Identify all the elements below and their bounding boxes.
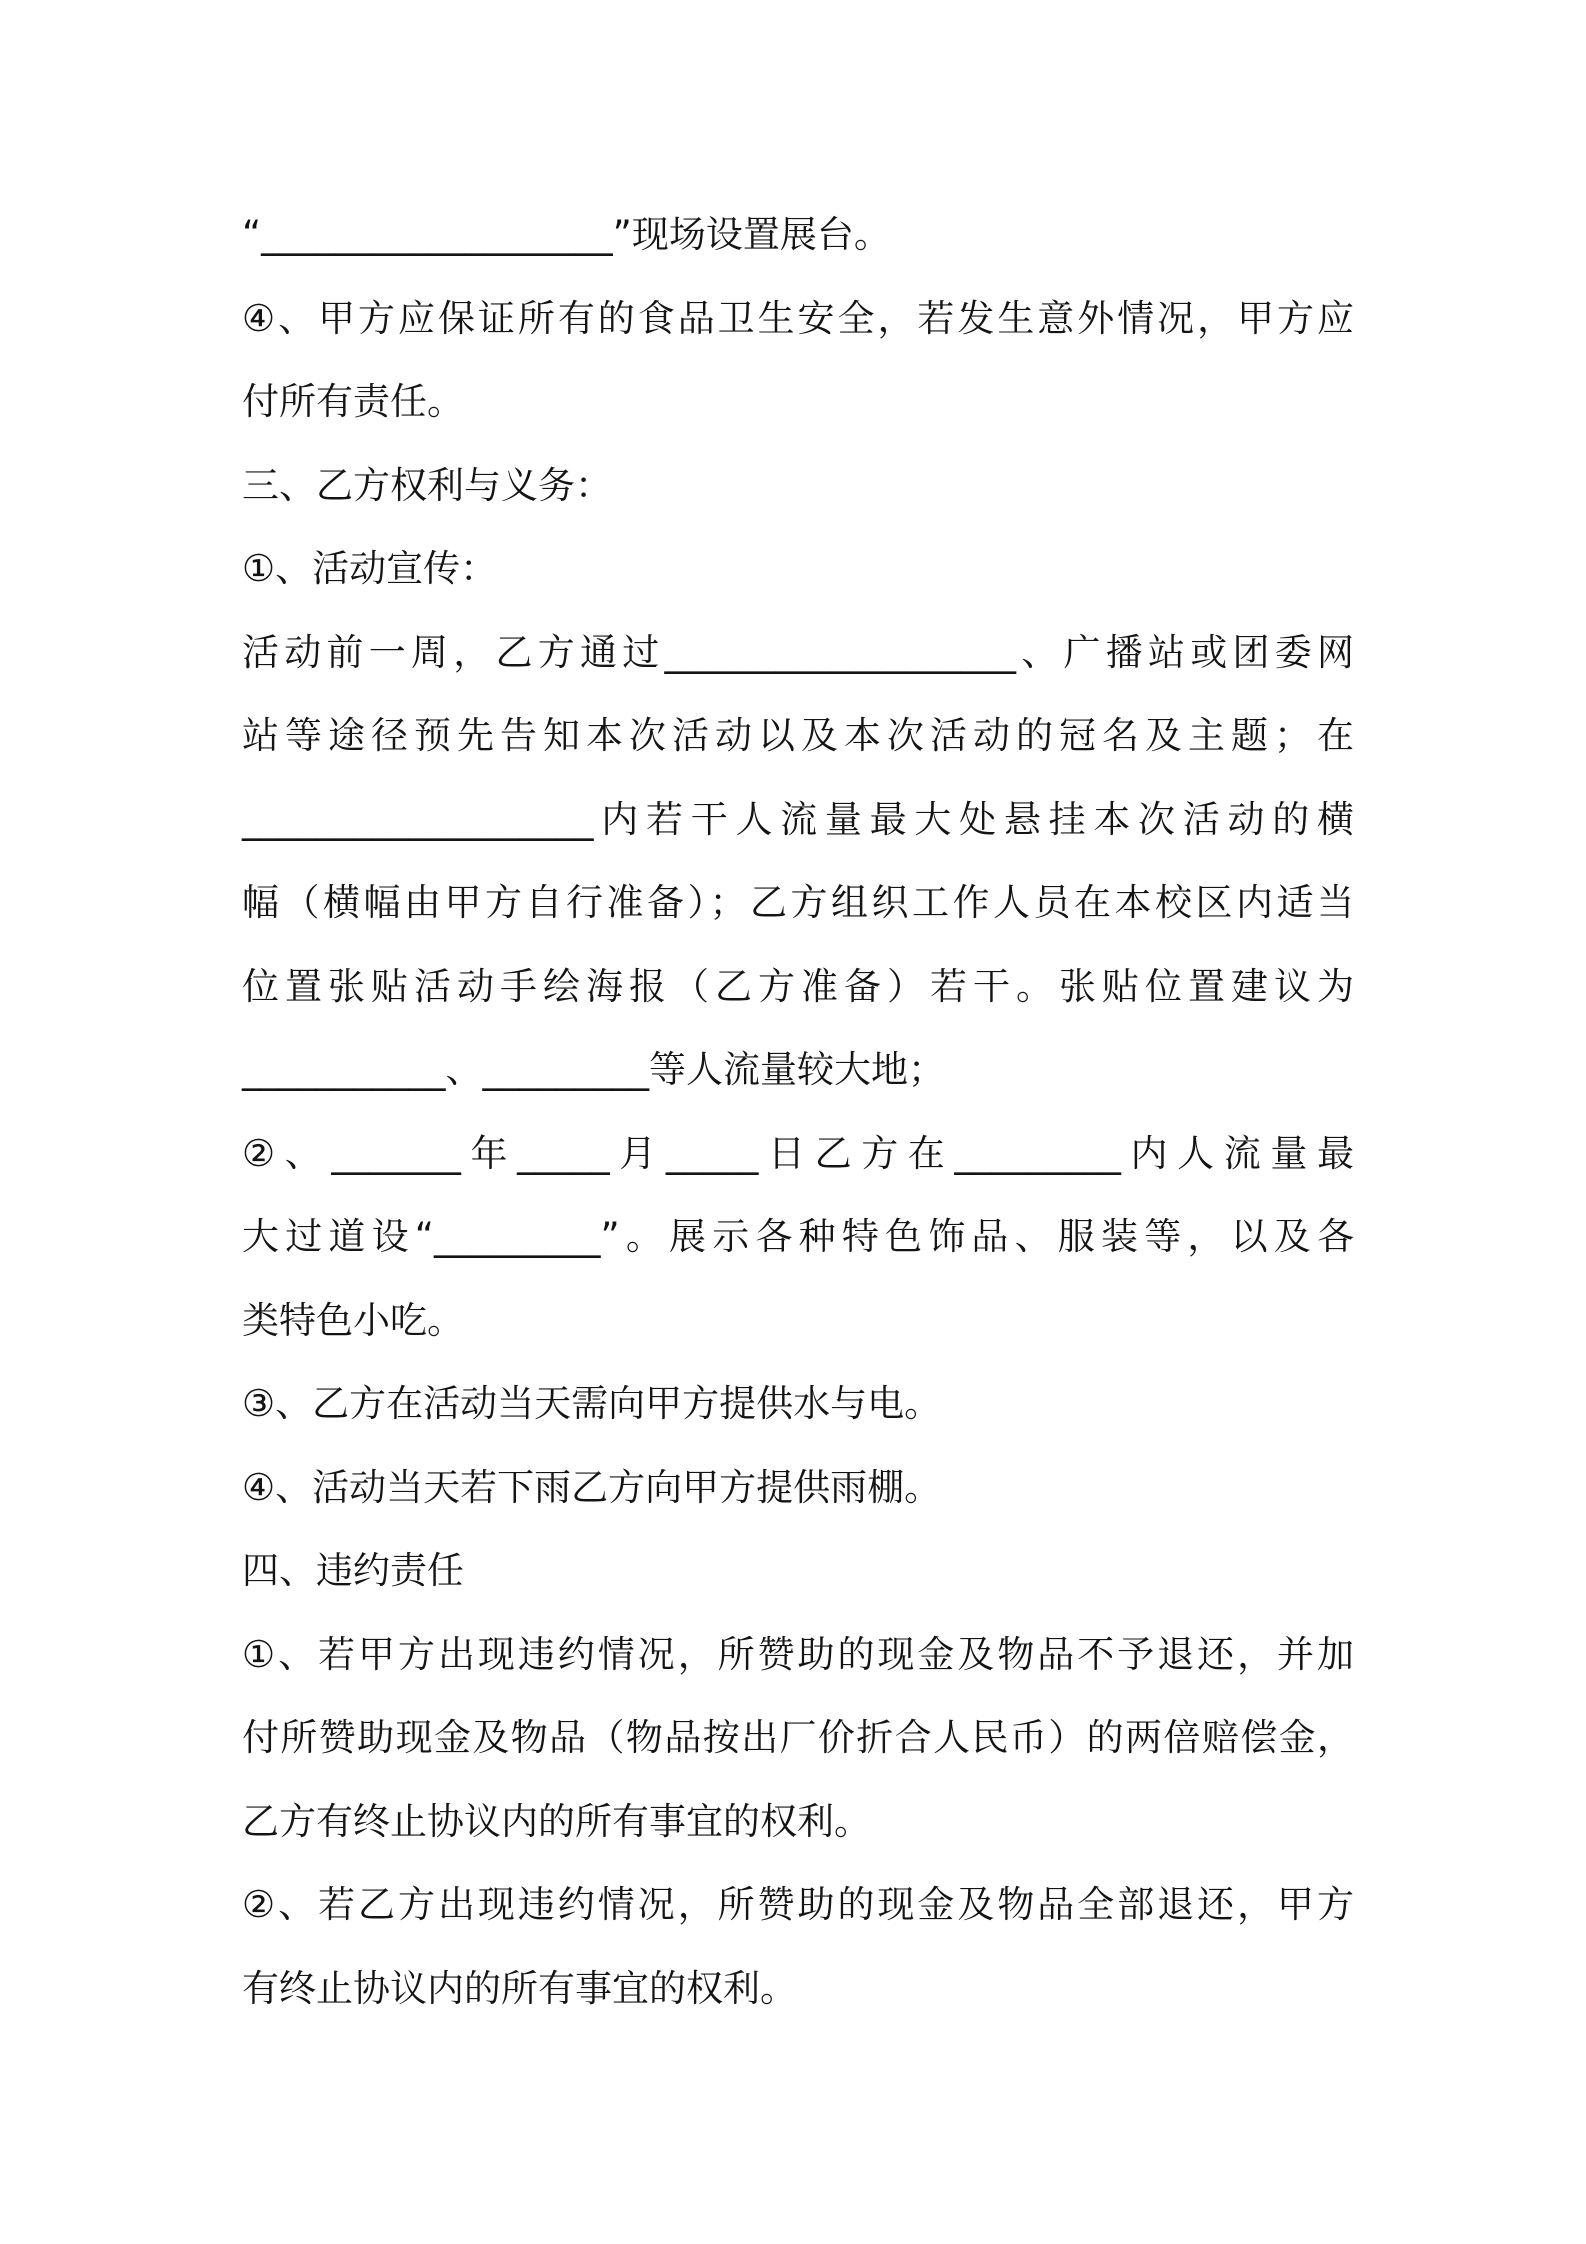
text-line-20: 乙方有终止协议内的所有事宜的权利。 (242, 1799, 871, 1843)
text-line-19: 付所赞助现金及物品（物品按出厂价折合人民币）的两倍赔偿金， (242, 1716, 1354, 1759)
text-line-14: 类特色小吃。 (242, 1298, 464, 1342)
text-line-21: ②、若乙方出现违约情况，所赞助的现金及物品全部退还，甲方 (242, 1883, 1354, 1926)
text-line-10: 位置张贴活动手绘海报（乙方准备）若干。张贴位置建议为 (242, 964, 1354, 1008)
text-line-18: ①、若甲方出现违约情况，所赞助的现金及物品不予退还，并加 (242, 1632, 1354, 1676)
text-line-1: “___________________”现场设置展台。 (242, 213, 891, 256)
text-line-8: ___________________内若干人流量最大处悬挂本次活动的横 (242, 797, 1354, 841)
section-heading-party-b-rights: 三、乙方权利与义务： (242, 463, 612, 507)
text-line-9: 幅（横幅由甲方自行准备）；乙方组织工作人员在本校区内适当 (242, 881, 1354, 924)
text-line-11: ___________、_________等人流量较大地； (242, 1048, 945, 1091)
text-line-15: ③、乙方在活动当天需向甲方提供水与电。 (242, 1382, 942, 1425)
text-line-22: 有终止协议内的所有事宜的权利。 (242, 1966, 797, 2010)
text-line-3: 付所有责任。 (242, 380, 464, 423)
text-line-2: ④、甲方应保证所有的食品卫生安全，若发生意外情况，甲方应 (242, 296, 1354, 340)
text-line-6: 活动前一周，乙方通过___________________、广播站或团委网 (242, 630, 1354, 674)
text-line-7: 站等途径预先告知本次活动以及本次活动的冠名及主题；在 (242, 714, 1354, 757)
text-line-16: ④、活动当天若下雨乙方向甲方提供雨棚。 (242, 1465, 942, 1509)
clause-heading-promotion: ①、活动宣传： (242, 547, 498, 590)
section-heading-breach-liability: 四、违约责任 (242, 1549, 464, 1592)
text-line-13: 大过道设“_________”。展示各种特色饰品、服装等，以及各 (242, 1215, 1354, 1258)
document-body (242, 193, 1354, 2030)
text-line-12: ②、_______年_____月_____日乙方在_________内人流量最 (242, 1131, 1354, 1175)
